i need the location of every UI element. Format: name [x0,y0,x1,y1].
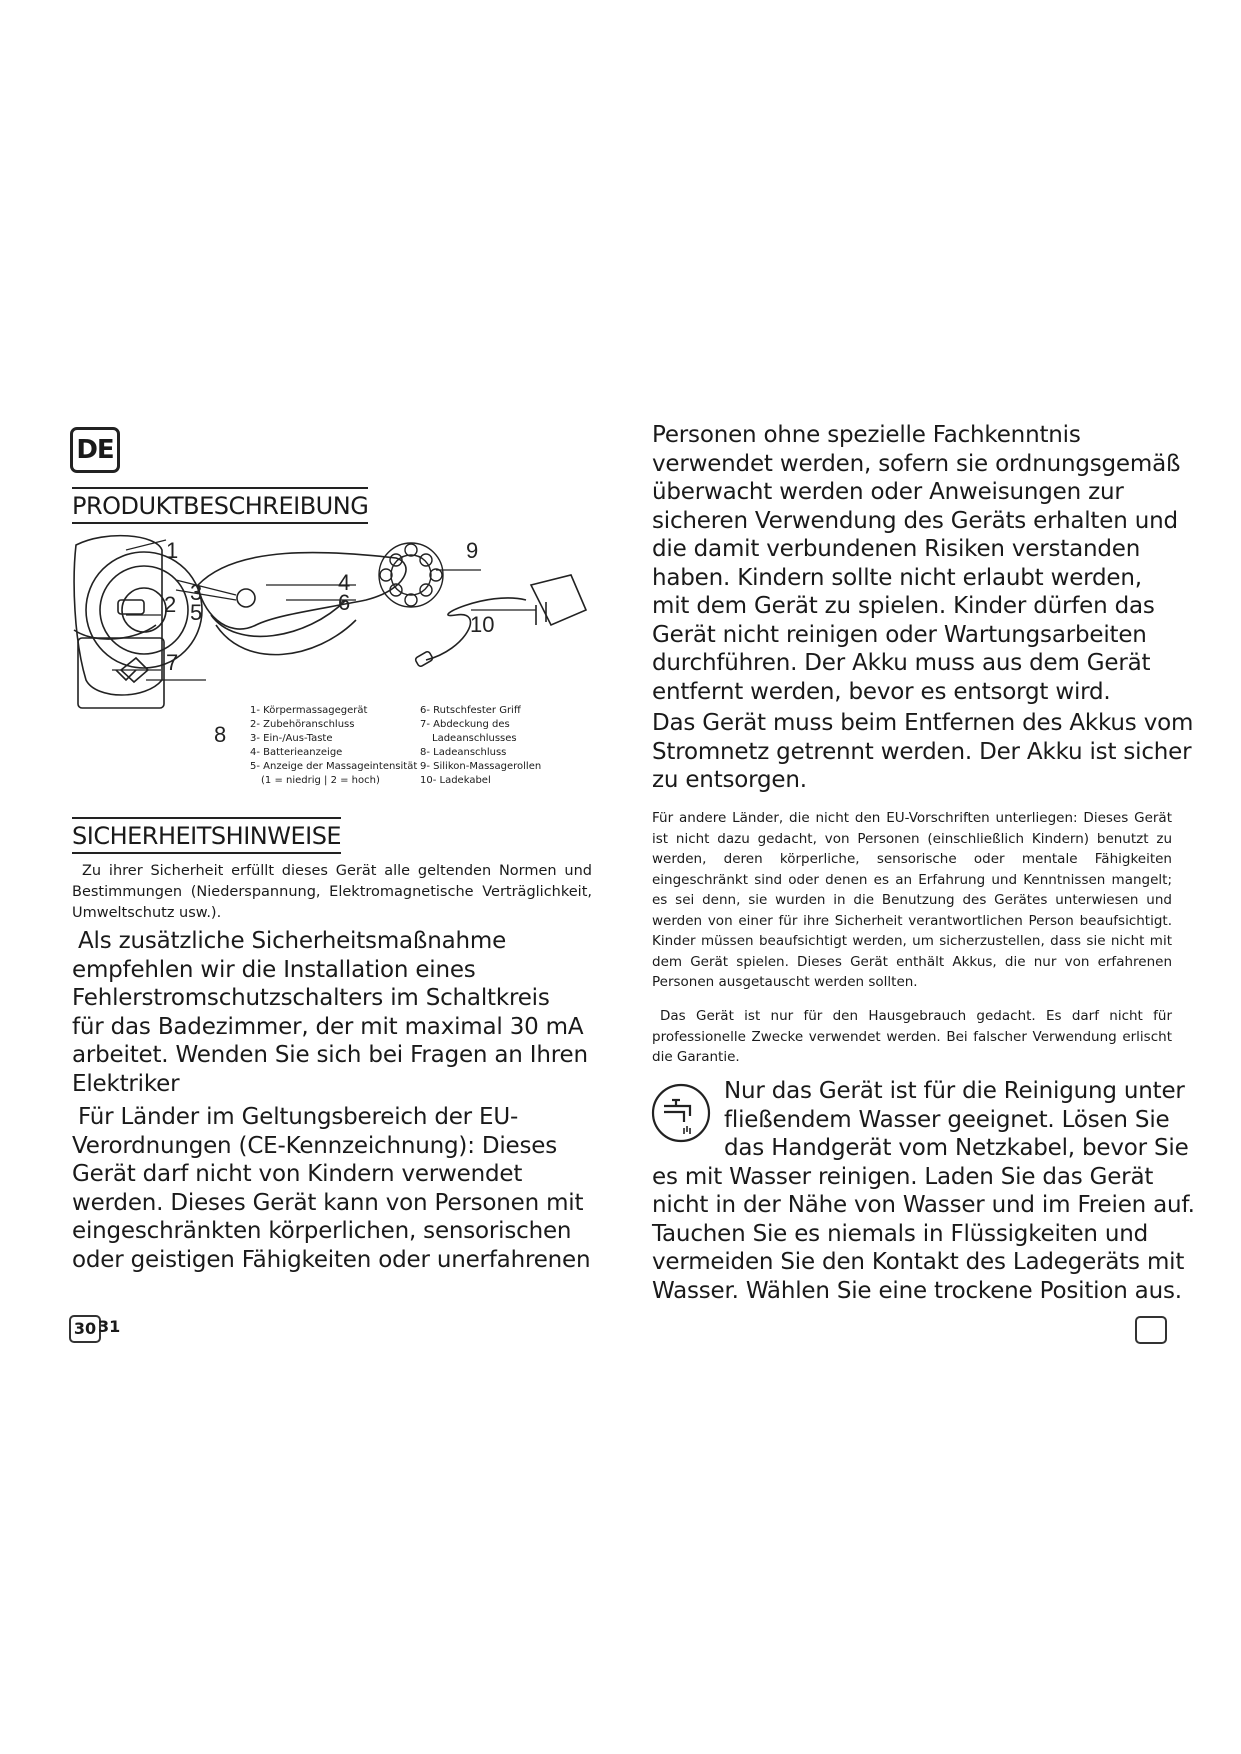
legend-left [250,704,417,788]
text-line: durchführen. Der Akku muss aus dem Gerät [652,650,1151,676]
text-line: oder geistigen Fähigkeiten oder unerfahrenen [72,1246,591,1273]
household-use-notice: Das Gerät ist nur für den Hausgebrauch gedacht. Es darf nicht für professionelle Zwecke verwendet werden. Bei falscher Verwendung erlischt die Garantie. [652,1008,1172,1065]
callout-8: 8 [214,722,227,747]
text-line: Nur das Gerät ist für die Reinigung unter [724,1078,1185,1104]
text-line: Wasser. Wählen Sie eine trockene Position aus. [652,1277,1182,1304]
legend-item: 6- Rutschfester Griff [420,705,521,716]
page-number-right: 31 [98,1317,121,1336]
page-number-box-empty [1135,1316,1167,1344]
text-line: die damit verbundenen Risiken verstanden [652,536,1141,562]
text-line: Als zusätzliche Sicherheitsmaßnahme [78,928,507,954]
legend-item: 8- Ladeanschluss [420,747,507,758]
callout-3: 3 [190,580,203,605]
text-line: nicht in der Nähe von Wasser und im Freien auf. [652,1192,1195,1218]
legend-item: 1- Körpermassagegerät [250,705,368,716]
text-line: Das Gerät muss beim Entfernen des Akkus vom [652,710,1194,736]
eu-paragraph [72,1103,612,1274]
text-line: das Handgerät vom Netzkabel, bevor Sie [724,1135,1189,1161]
text-line: sicheren Verwendung des Geräts erhalten und [652,507,1178,534]
text-line: Tauchen Sie es niemals in Flüssigkeiten und [652,1220,1149,1247]
text-line: für das Badezimmer, der mit maximal 30 mA [72,1013,584,1040]
text-line: empfehlen wir die Installation eines [72,956,476,983]
legend-item: 7- Abdeckung des [420,719,510,730]
text-line: Für Länder im Geltungsbereich der EU- [78,1104,519,1130]
legend-item: (1 = niedrig | 2 = hoch) [261,775,380,786]
legend-item: 2- Zubehöranschluss [250,719,355,730]
battery-paragraph [652,709,1192,795]
legend-item: 5- Anzeige der Massageintensität [250,761,418,772]
text-line: Verordnungen (CE-Kennzeichnung): Dieses [72,1132,558,1159]
text-line: verwendet werden, sofern sie ordnungsgemäß [652,450,1181,477]
callout-6: 6 [338,590,351,615]
callout-7: 7 [166,650,179,675]
legend-item: 4- Batterieanzeige [250,747,343,758]
callout-2: 2 [164,592,177,617]
legend-item: 3- Ein-/Aus-Taste [250,733,333,744]
text-line: entfernt werden, bevor es entsorgt wird. [652,678,1111,705]
roller-attachment-illustration [379,543,443,607]
text-line: Gerät darf nicht von Kindern verwendet [72,1161,523,1187]
safety-intro: Zu ihrer Sicherheit erfüllt dieses Gerät alle geltenden Normen und Bestimmungen (Niederspannung, Elektromagnetische Verträglichkeit, Umweltschutz usw.). [72,863,592,921]
legend-item: Ladeanschlusses [432,733,517,744]
legend-item: 9- Silikon-Massagerollen [420,761,542,772]
text-line: werden. Dieses Gerät kann von Personen mit [72,1189,584,1216]
page-number-left: 30 [69,1315,101,1343]
callout-1: 1 [166,538,179,563]
language-badge: DE [70,427,120,473]
text-line: eingeschränkten körperlichen, sensorischen [72,1218,572,1244]
safety-heading: SICHERHEITSHINWEISE [72,817,341,854]
legend-right [420,704,541,788]
water-cleaning-paragraph [652,1077,1195,1305]
text-line: haben. Kindern sollte nicht erlaubt werden, [652,564,1142,591]
text-line: überwacht werden oder Anweisungen zur [652,479,1124,505]
text-line: vermeiden Sie den Kontakt des Ladegeräts mit [652,1249,1185,1275]
text-line: es mit Wasser reinigen. Laden Sie das Gerät [652,1163,1154,1190]
text-line: zu entsorgen. [652,767,807,793]
text-line: fließendem Wasser geeignet. Lösen Sie [724,1106,1170,1133]
callout-5: 5 [190,600,203,625]
text-line: mit dem Gerät zu spielen. Kinder dürfen das [652,593,1155,619]
product-description-heading: PRODUKTBESCHREIBUNG [72,487,368,524]
legend-item: 10- Ladekabel [420,775,491,786]
callout-9: 9 [466,538,479,563]
callout-4: 4 [338,570,351,595]
text-line: Personen ohne spezielle Fachkenntnis [652,422,1081,448]
text-line: Fehlerstromschutzschalters im Schaltkreis [72,985,550,1011]
handle-illustration [198,552,406,654]
text-line: Stromnetz getrennt werden. Der Akku ist sicher [652,738,1192,765]
other-countries-notice: Für andere Länder, die nicht den EU-Vorschriften unterliegen: Dieses Gerät ist nicht dazu gedacht, von Personen (einschließlich Kindern) benutzt zu werden, deren körperliche, sensorische oder mentale Fähigkeiten eingeschränkt sind oder denen es an Erfahrung und Kenntnissen mangelt; es sei denn, sie wurden in die Benutzung des Gerätes unterwiesen und werden von einer für ihre Sicherheit verantwortlichen Person beaufsichtigt. Kinder müssen beaufsichtigt werden, um sicherzustellen, dass sie nicht mit dem Gerät spielen. Dieses Gerät enthält Akkus, die nur von erfahrenen Personen ausgetauscht werden sollten. [652,810,1172,990]
text-line: Gerät nicht reinigen oder Wartungsarbeiten [652,621,1147,648]
text-line: arbeitet. Wenden Sie sich bei Fragen an Ihren [72,1042,588,1068]
text-line: Elektriker [72,1070,180,1097]
supervision-paragraph [652,421,1192,706]
rcd-paragraph [72,927,612,1098]
callout-10: 10 [470,612,495,637]
